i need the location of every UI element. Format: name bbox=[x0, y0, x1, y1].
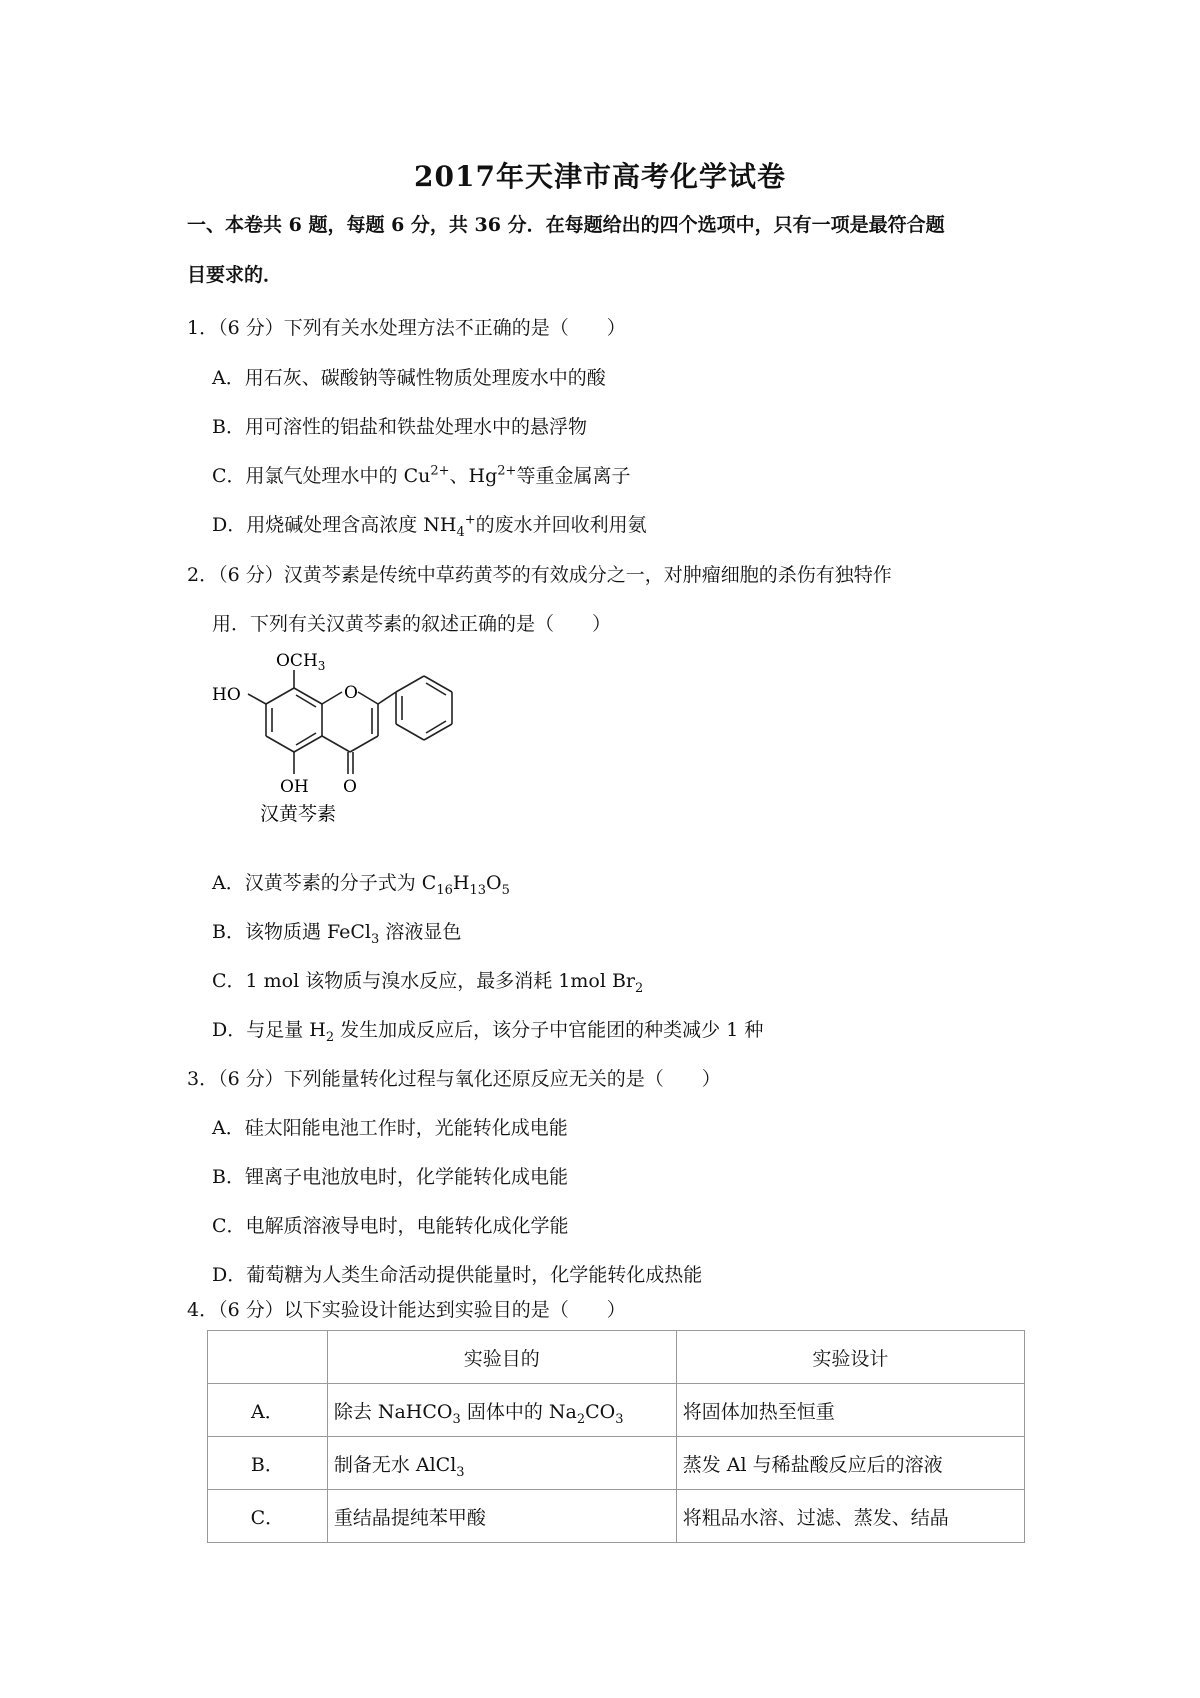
q3-option-c: C．电解质溶液导电时，电能转化成化学能 bbox=[212, 1215, 569, 1237]
ring-oxygen-label: O bbox=[344, 683, 358, 703]
q2-option-c: C．1 mol 该物质与溴水反应，最多消耗 1mol $Br_2$ bbox=[212, 970, 644, 996]
q2-stem-line1: 2．（6 分）汉黄芩素是传统中草药黄芩的有效成分之一，对肿瘤细胞的杀伤有独特作 bbox=[187, 564, 892, 586]
experiment-design: 将粗品水溶、过滤、蒸发、结晶 bbox=[676, 1490, 1024, 1543]
ho-label: HO bbox=[212, 685, 241, 705]
q2-option-b: B．该物质遇 FeCl$_3$ 溶液显色 bbox=[212, 921, 462, 947]
ketone-oxygen-label: O bbox=[343, 777, 357, 797]
section-instruction-line2: 目要求的． bbox=[187, 264, 283, 286]
q2-option-a: A．汉黄芩素的分子式为 $C_{16}H_{13}O_5$ bbox=[212, 872, 510, 898]
experiment-design: 蒸发 Al 与稀盐酸反应后的溶液 bbox=[676, 1437, 1024, 1490]
q3-option-d: D．葡萄糖为人类生命活动提供能量时，化学能转化成热能 bbox=[212, 1264, 703, 1286]
table-row bbox=[208, 1490, 1025, 1543]
experiment-design: 将固体加热至恒重 bbox=[676, 1384, 1024, 1437]
row-label: A． bbox=[208, 1384, 328, 1437]
q1-option-d: D．用烧碱处理含高浓度 $NH_4^+$的废水并回收利用氨 bbox=[212, 512, 647, 540]
experiment-table bbox=[207, 1330, 1025, 1543]
q3-option-b: B．锂离子电池放电时，化学能转化成电能 bbox=[212, 1166, 568, 1188]
table-row bbox=[208, 1384, 1025, 1437]
table-row bbox=[208, 1437, 1025, 1490]
table-header-cell: 实验设计 bbox=[676, 1331, 1024, 1384]
och3-label: $OCH_3$ bbox=[276, 651, 326, 673]
oh-label: OH bbox=[280, 777, 309, 797]
q3-stem: 3．（6 分）下列能量转化过程与氧化还原反应无关的是（ ） bbox=[187, 1068, 721, 1090]
experiment-purpose: 除去 NaHCO$_3$ 固体中的 $Na_2CO_3$ bbox=[327, 1384, 676, 1437]
table-header-cell: 实验目的 bbox=[327, 1331, 676, 1384]
experiment-purpose: 重结晶提纯苯甲酸 bbox=[327, 1490, 676, 1543]
q2-option-d: D．与足量 $H_2$ 发生加成反应后，该分子中官能团的种类减少 1 种 bbox=[212, 1019, 764, 1045]
q2-stem-line2: 用．下列有关汉黄芩素的叙述正确的是（ ） bbox=[212, 613, 612, 635]
q1-option-b: B．用可溶性的铝盐和铁盐处理水中的悬浮物 bbox=[212, 416, 587, 438]
q4-stem: 4．（6 分）以下实验设计能达到实验目的是（ ） bbox=[187, 1299, 626, 1321]
section-instruction-line1: 一、本卷共 6 题，每题 6 分，共 36 分．在每题给出的四个选项中，只有一项是最符合题 bbox=[187, 214, 945, 236]
row-label: B． bbox=[208, 1437, 328, 1490]
wogonin-structure-figure bbox=[212, 650, 472, 840]
row-label: C． bbox=[208, 1490, 328, 1543]
q3-option-a: A．硅太阳能电池工作时，光能转化成电能 bbox=[212, 1117, 568, 1139]
q1-option-a: A．用石灰、碳酸钠等碱性物质处理废水中的酸 bbox=[212, 367, 606, 389]
q1-option-c: C．用氯气处理水中的 $Cu^{2+}$、$Hg^{2+}$等重金属离子 bbox=[212, 463, 631, 487]
figure-caption: 汉黄芩素 bbox=[260, 803, 337, 825]
table-header-row bbox=[208, 1331, 1025, 1384]
q1-stem: 1．（6 分）下列有关水处理方法不正确的是（ ） bbox=[187, 317, 626, 339]
page-title: 2017年天津市高考化学试卷 bbox=[414, 160, 786, 193]
experiment-purpose: 制备无水 AlCl$_3$ bbox=[327, 1437, 676, 1490]
table-header-cell bbox=[208, 1331, 328, 1384]
